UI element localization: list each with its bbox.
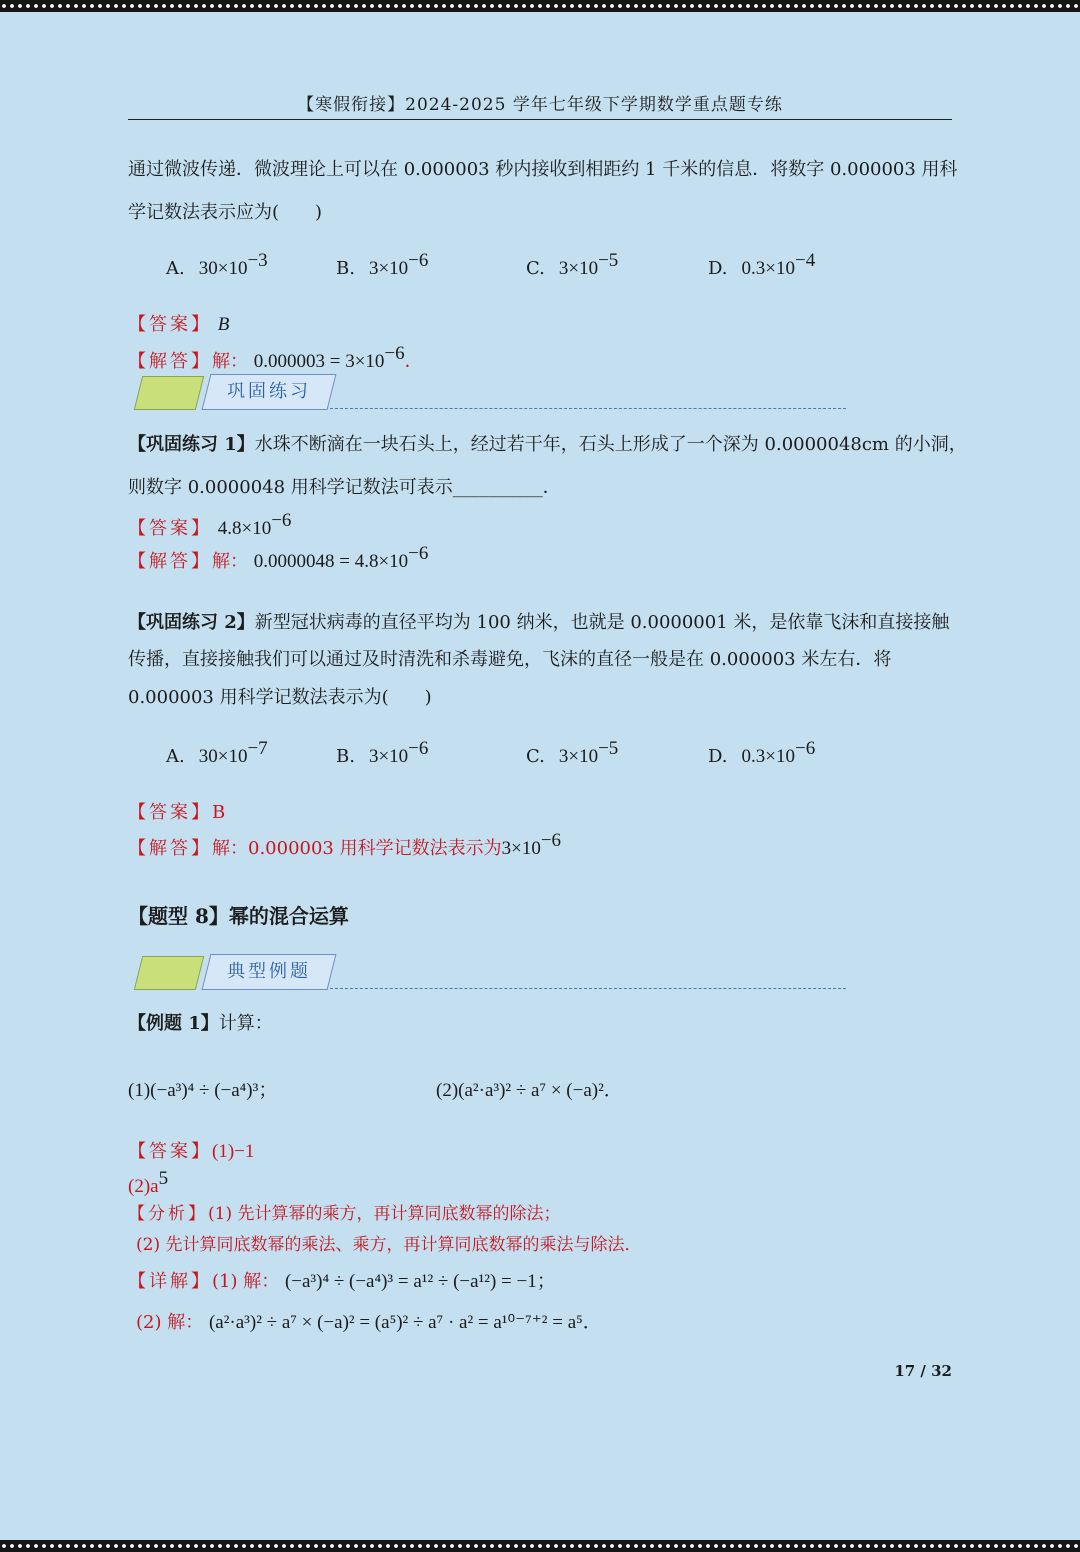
practice2-option-a: A. $30\times 10^{-7}$ xyxy=(166,738,268,767)
intro-option-c: C. $3\times 10^{-5}$ xyxy=(526,250,619,279)
practice2-option-c: C. $3\times 10^{-5}$ xyxy=(526,738,619,767)
example1-answer: 【答案】(1)−1 xyxy=(128,1141,255,1162)
example1-question-2: (2)(a²·a³)² ÷ a⁷ × (−a)²． xyxy=(436,1080,623,1101)
practice-banner-label: 巩固练习 xyxy=(227,381,311,402)
practice2-option-d: D. $0.3\times 10^{-6}$ xyxy=(708,738,816,767)
practice2-line-2: 传播，直接接触我们可以通过及时清洗和杀毒避免，飞沫的直径一般是在 0.000003 米左右．将 xyxy=(128,649,892,670)
practice1-line-2: 则数字 0.0000048 用科学记数法可表示__________． xyxy=(128,477,561,498)
practice2-line-3: 0.000003 用科学记数法表示为( ) xyxy=(128,687,432,708)
example1-analysis-1: 【分析】(1) 先计算幂的乘方，再计算同底数幂的除法； xyxy=(128,1204,561,1224)
practice1-solution: 【解答】解： $0.0000048 = 4.8\times 10^{-6}$ xyxy=(128,543,429,572)
example1-detail-2: (2) 解： (a²·a³)² ÷ a⁷ × (−a)² = (a⁵)² ÷ a⁷ · a² = a¹⁰⁻⁷⁺² = a⁵． xyxy=(136,1312,602,1333)
intro-option-b: B. $3\times 10^{-6}$ xyxy=(336,250,429,279)
example-banner-label: 典型例题 xyxy=(227,961,311,982)
example1-analysis-2: (2) 先计算同底数幂的乘法、乘方，再计算同底数幂的乘法与除法． xyxy=(136,1235,642,1255)
practice1-answer: 【答案】 $4.8\times 10^{-6}$ xyxy=(128,510,292,539)
banner-green-block xyxy=(134,956,204,990)
practice-banner xyxy=(130,372,850,414)
intro-answer: 【答案】 B xyxy=(128,314,230,335)
practice2-solution: 【解答】解：0.000003 用科学记数法表示为$3\times 10^{-6}$ xyxy=(128,830,562,859)
example1-answer-2: $(2)a^5$ xyxy=(128,1168,169,1197)
practice2-answer: 【答案】B xyxy=(128,802,226,823)
intro-option-d: D. $0.3\times 10^{-4}$ xyxy=(708,250,816,279)
page-number: 17 / 32 xyxy=(894,1362,952,1380)
banner-dashed-line xyxy=(330,988,846,989)
intro-line-2: 学记数法表示应为( ) xyxy=(128,202,323,223)
banner-green-block xyxy=(134,376,204,410)
practice2-line-1: 【巩固练习 2】新型冠状病毒的直径平均为 100 纳米，也就是 0.0000001 米，是依靠飞沫和直接接触 xyxy=(128,612,950,633)
example-banner xyxy=(130,952,850,994)
intro-option-a: A. $30\times 10^{-3}$ xyxy=(166,250,268,279)
example1-question-1: (1)(−a³)⁴ ÷ (−a⁴)³； xyxy=(128,1080,278,1101)
example1-detail-1: 【详解】(1) 解： (−a³)⁴ ÷ (−a⁴)³ = a¹² ÷ (−a¹²) = −1； xyxy=(128,1271,556,1292)
intro-line-1: 通过微波传递．微波理论上可以在 0.000003 秒内接收到相距约 1 千米的信息．将数字 0.000003 用科 xyxy=(128,159,958,180)
practice1-line-1: 【巩固练习 1】水珠不断滴在一块石头上，经过若干年，石头上形成了一个深为 0.0000048cm 的小洞， xyxy=(128,434,967,455)
header-title: 【寒假衔接】2024-2025 学年七年级下学期数学重点题专练 xyxy=(297,95,783,115)
header-divider xyxy=(128,119,952,120)
section-title: 【题型 8】幂的混合运算 xyxy=(128,904,349,928)
intro-solution: 【解答】解： $0.000003 = 3\times 10^{-6}$． xyxy=(128,343,423,372)
practice2-option-b: B. $3\times 10^{-6}$ xyxy=(336,738,429,767)
banner-dashed-line xyxy=(330,408,846,409)
example1-prompt: 【例题 1】计算： xyxy=(128,1013,273,1034)
